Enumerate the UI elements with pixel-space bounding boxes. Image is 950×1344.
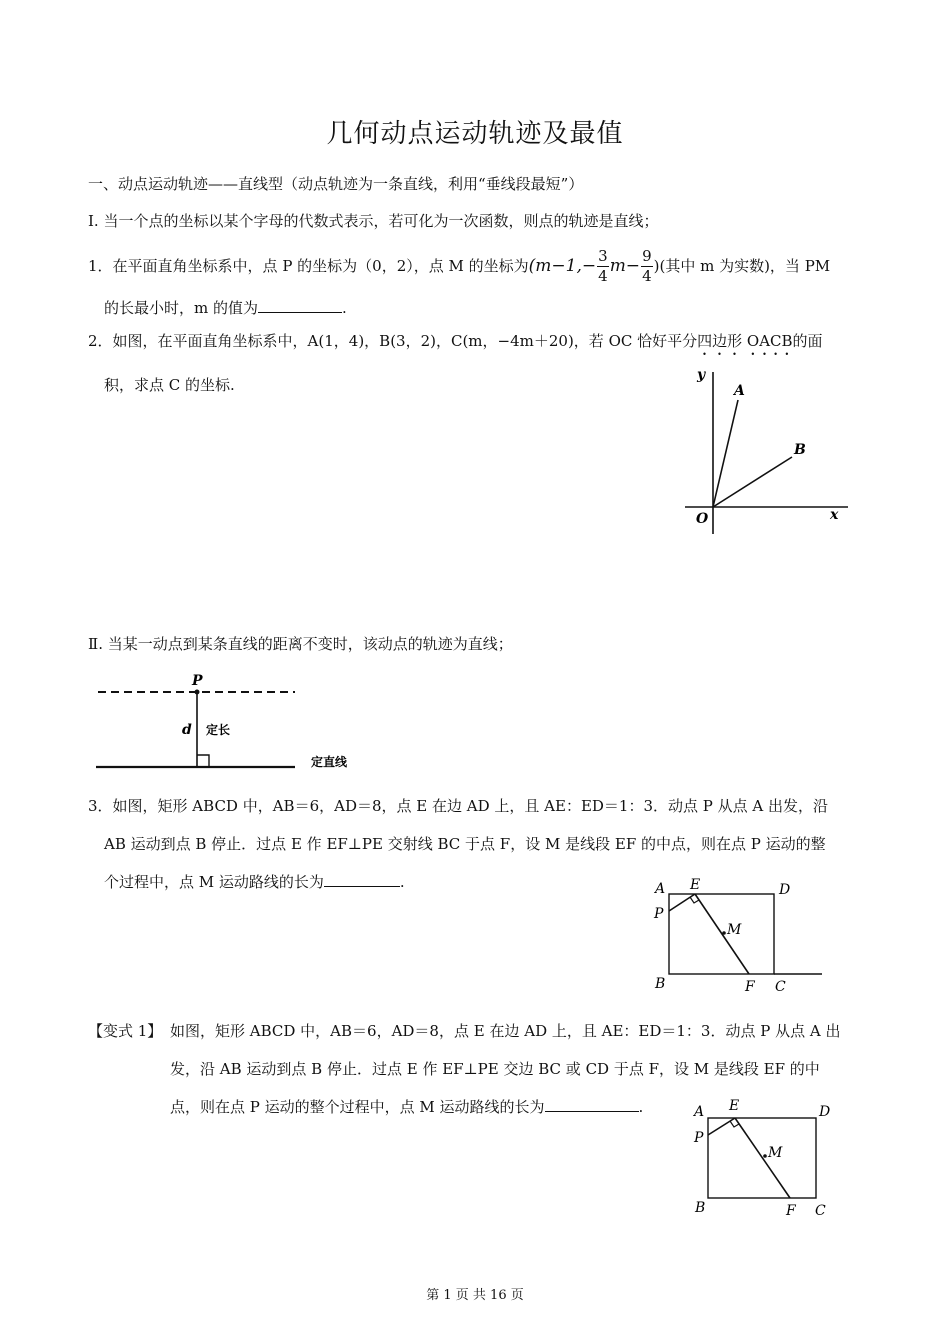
question-2-line-1 [88,331,823,359]
ray-ob [713,457,792,507]
variation-1-label: 【变式 1】 [88,1022,163,1040]
label-d: d [182,722,192,738]
label-d: D [779,882,791,898]
variation-1-line-3 [170,1097,643,1117]
point-m [763,1154,767,1158]
q1-fraction-9-4 [641,247,653,286]
label-f: F [786,1203,796,1219]
label-o: O [696,511,709,527]
q1-frac1-numerator: 3 [598,246,608,265]
label-f: F [745,979,755,995]
segment-pe [708,1118,735,1135]
label-p: P [694,1130,704,1146]
label-a: A [734,383,745,399]
label-a: A [694,1104,705,1120]
rule-one: Ⅰ. 当一个点的坐标以某个字母的代数式表示，若可化为一次函数，则点的轨迹是直线； [88,212,659,230]
q1-frac1-denominator: 4 [598,266,608,285]
q2-emphasis: 四边形 OACB [697,332,793,350]
q3-end: . [399,873,405,891]
figure-rectangle-variation-1 [682,1092,852,1222]
segment-pe [669,894,695,911]
label-m: M [727,922,742,938]
q1-end: . [342,299,347,317]
label-e: E [729,1098,740,1114]
figure-fixed-distance [90,672,370,777]
label-m: M [768,1145,783,1161]
q1-line2-text: 的长最小时，m 的值为 [104,299,258,317]
label-fixed-line: 定直线 [311,755,348,769]
q3-line3-text: 个过程中，点 M 运动路线的长为 [104,873,324,891]
label-fixed-length: 定长 [206,723,231,737]
right-angle-mark [197,755,209,767]
figure-rectangle-q3 [640,872,840,1002]
label-d: D [819,1104,831,1120]
question-3-line-3 [104,872,405,892]
section-heading: 一、动点运动轨迹——直线型（动点轨迹为一条直线，利用“垂线段最短”） [88,175,584,193]
label-c: C [775,979,786,995]
question-1-line-2 [104,298,347,318]
q1-coord-open: (m−1,− [528,256,597,276]
q1-fraction-3-4 [597,247,609,286]
q1-coord-mid: m− [609,256,641,276]
label-b: B [655,976,666,992]
question-2-line-2: 积，求点 C 的坐标. [104,376,235,394]
q3-answer-blank[interactable] [324,872,400,887]
ray-oa [713,400,738,507]
variation-1-line-1: 如图，矩形 ABCD 中，AB＝6，AD＝8，点 E 在边 AD 上，且 AE：ED＝1：3．动点 P 从点 A 出 [170,1022,841,1040]
q1-frac2-numerator: 9 [642,246,652,265]
page-title: 几何动点运动轨迹及最值 [326,119,624,149]
page-footer: 第 1 页 共 16 页 [426,1288,524,1303]
rule-two: Ⅱ. 当某一动点到某条直线的距离不变时，该动点的轨迹为直线； [88,635,513,653]
q1-answer-blank[interactable] [258,298,342,313]
var1-end: . [638,1098,644,1116]
var1-line3-text: 点，则在点 P 运动的整个过程中，点 M 运动路线的长为 [170,1098,545,1116]
point-p [195,690,200,695]
q2-line1-pre: 2．如图，在平面直角坐标系中，A(1，4)，B(3，2)，C(m，−4m＋20)，若 OC 恰好平分 [88,332,698,350]
label-e: E [690,877,701,893]
label-c: C [815,1203,826,1219]
q2-line1-post: 的面 [792,332,823,350]
label-x: x [830,507,839,523]
point-m [722,931,726,935]
variation-1-line-2: 发，沿 AB 运动到点 B 停止．过点 E 作 EF⊥PE 交边 BC 或 CD 于点 F，设 M 是线段 EF 的中 [170,1060,820,1078]
label-p: P [192,673,203,689]
label-y: y [697,367,706,383]
figure-coordinate-plane [670,362,860,542]
question-1-line-1 [88,244,830,288]
label-p: P [654,906,664,922]
question-3-line-2: AB 运动到点 B 停止．过点 E 作 EF⊥PE 交射线 BC 于点 F，设 M 是线段 EF 的中点，则在点 P 运动的整 [104,835,826,853]
var1-answer-blank[interactable] [545,1097,639,1112]
question-3-line-1: 3．如图，矩形 ABCD 中，AB＝6，AD＝8，点 E 在边 AD 上，且 AE：ED＝1：3．动点 P 从点 A 出发，沿 [88,797,829,815]
q1-text-b: )(其中 m 为实数)，当 PM [653,257,831,275]
label-b: B [695,1200,706,1216]
label-a: A [655,881,666,897]
q1-frac2-denominator: 4 [642,266,652,285]
label-b: B [794,442,806,458]
q1-text-a: 1．在平面直角坐标系中，点 P 的坐标为（0，2），点 M 的坐标为 [88,257,529,275]
